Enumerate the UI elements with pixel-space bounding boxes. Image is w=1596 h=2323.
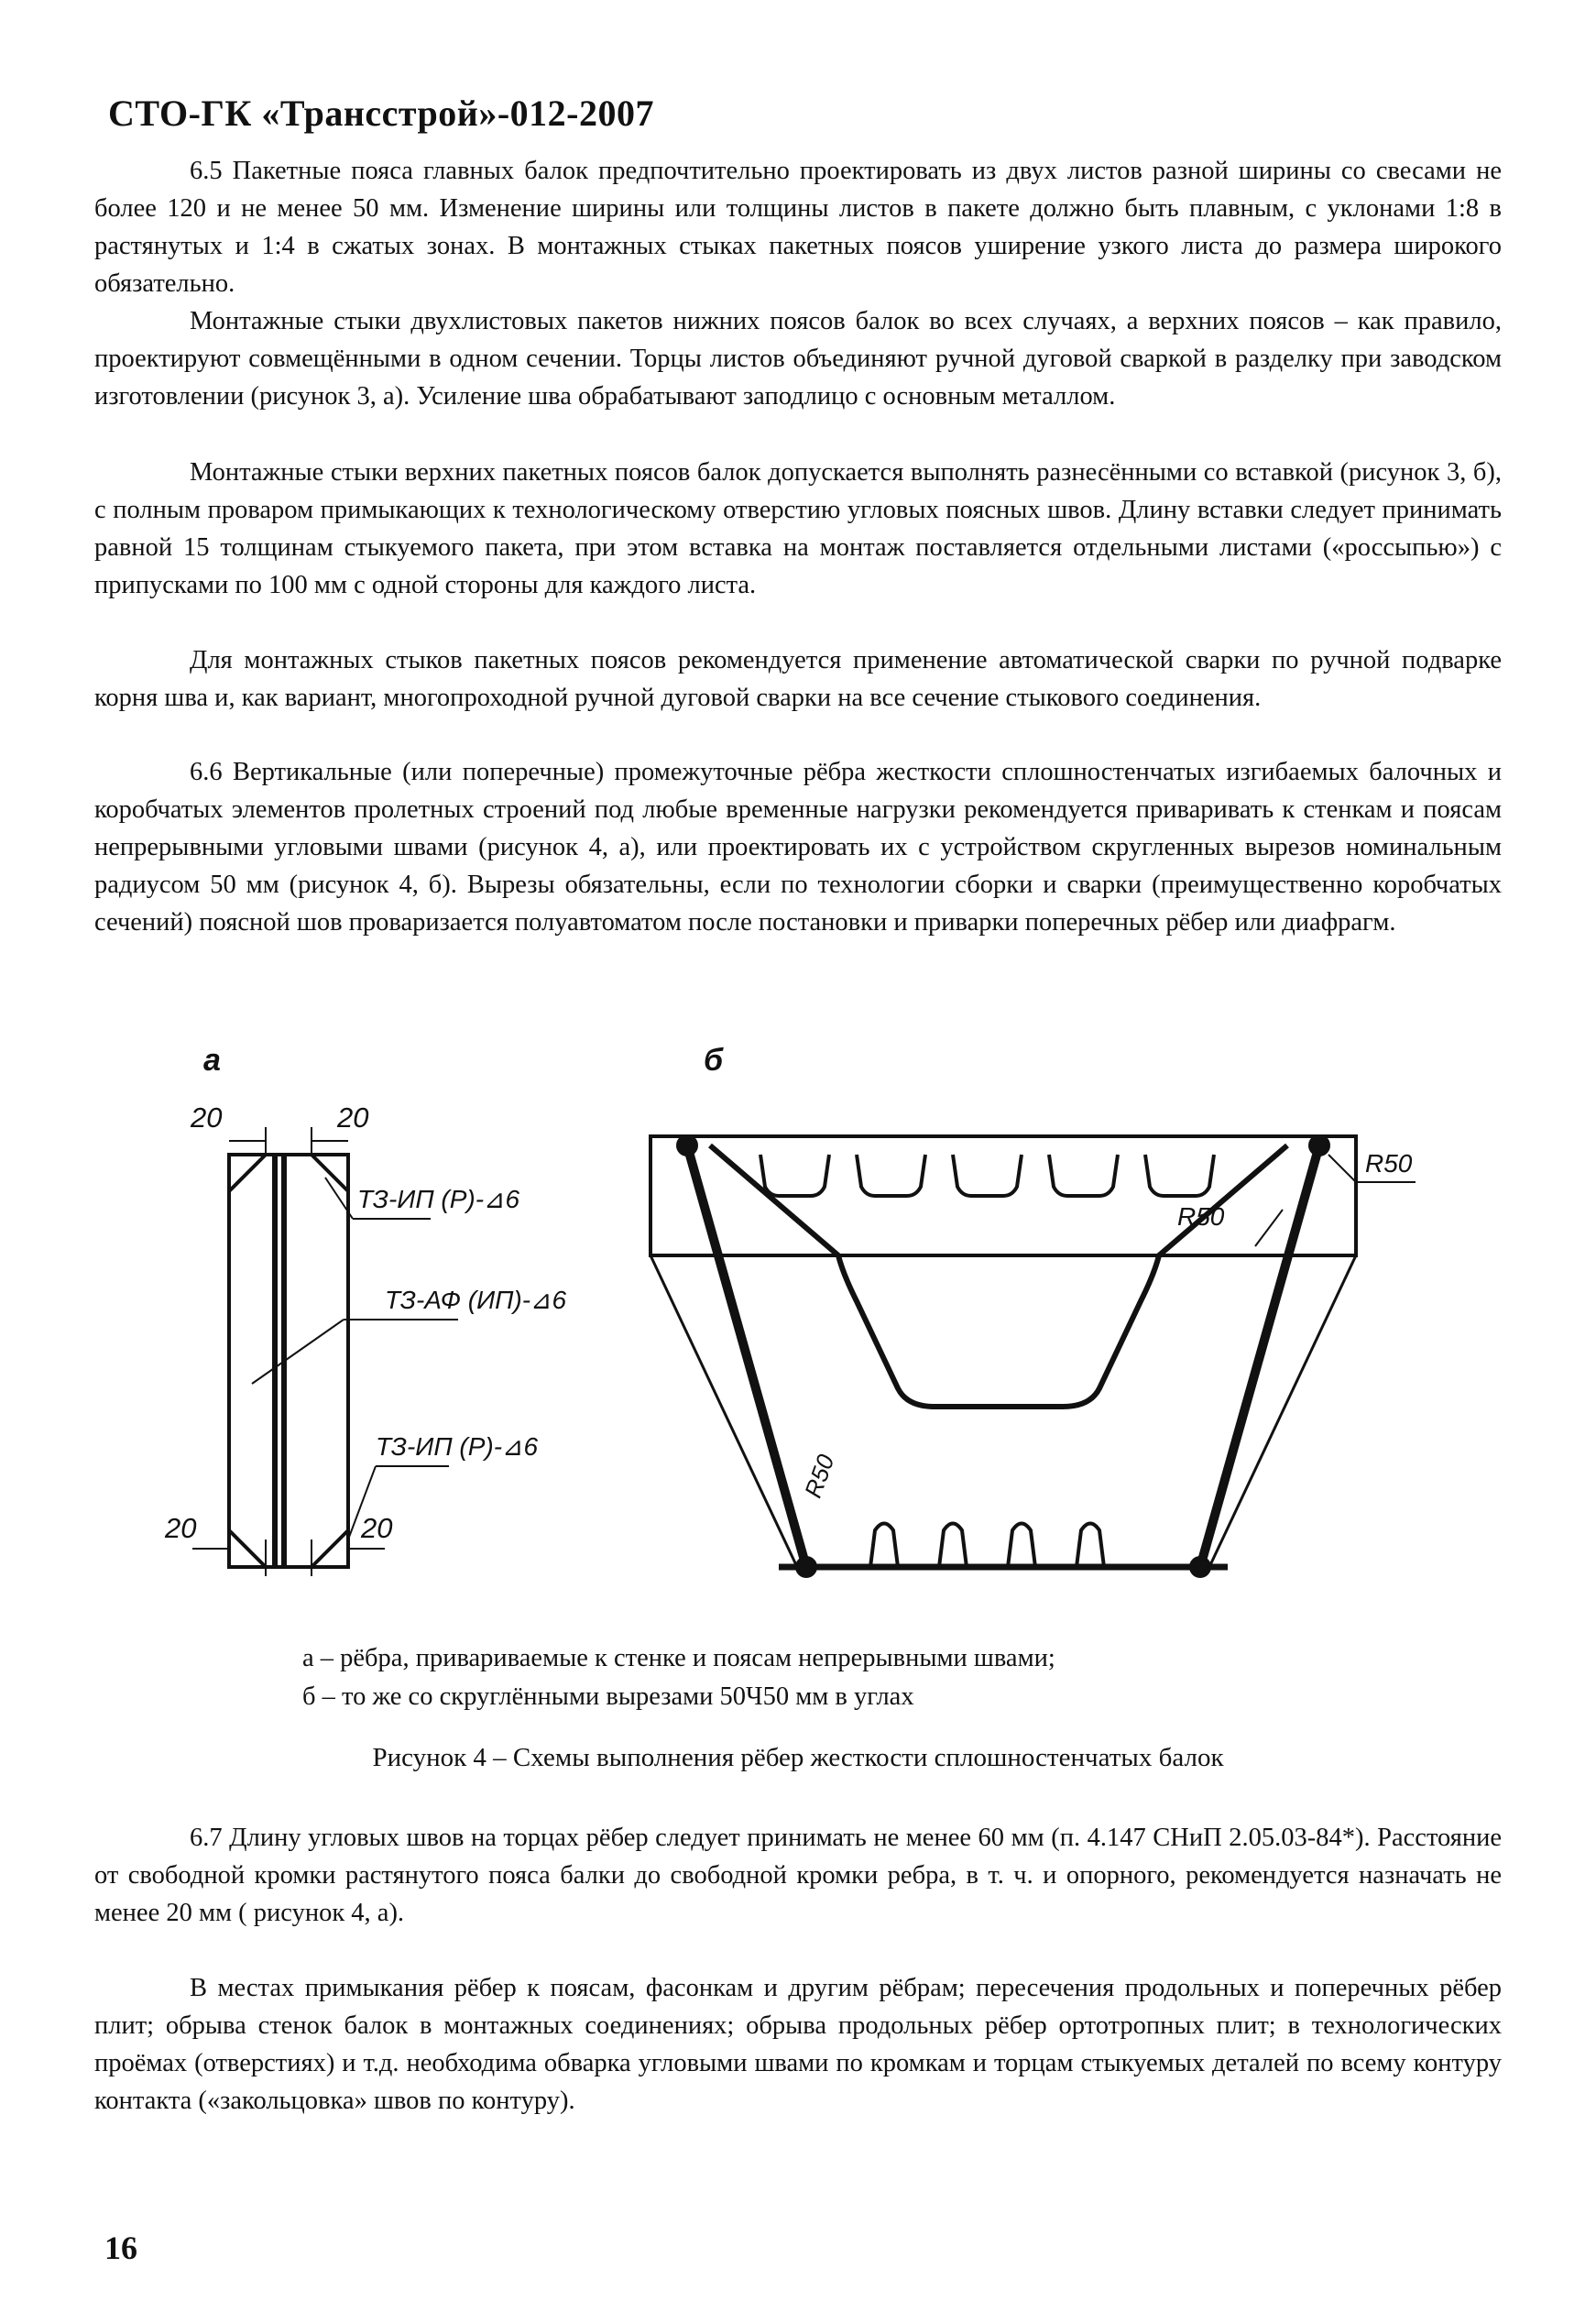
weld-label-1: ТЗ-ИП (Р)-⊿6 xyxy=(357,1185,520,1213)
weld-label-3: ТЗ-ИП (Р)-⊿6 xyxy=(376,1432,539,1461)
dim-bottom-left: 20 xyxy=(165,1512,197,1544)
r50-inner-label: R50 xyxy=(1177,1202,1225,1231)
page-number: 16 xyxy=(104,2230,137,2266)
figure-4-svg xyxy=(137,1054,1512,1604)
paragraph-automatic-welding: Для монтажных стыков пакетных поясов рекомендуется применение автоматической сварки по ручной подварке корня шва и, как вариант, многопроходной ручной дуговой сварки на все сечение стыкового соединения. xyxy=(94,646,1502,712)
paragraph-insert-joints: Монтажные стыки верхних пакетных поясов балок допускается выполнять разнесёнными со вставкой (рисунок 3, б), с полным проваром примыкающих к технологическому отверстию угловых поясных швов. Длину вставки следует принимать равной 15 толщинам стыкуемого пакета, при этом вставка на монтаж поставляется отдельными листами («россыпью») с припусками по 100 мм с одной стороны для каждого листа. xyxy=(94,458,1502,599)
paragraph-mounting-joints: Монтажные стыки двухлистовых пакетов нижних поясов балок во всех случаях, а верхних поясов – как правило, проектируют совмещёнными в одном сечении. Торцы листов объединяют ручной дуговой сваркой в разделку при заводском изготовлении (рисунок 3, а). Усиление шва обрабатывают заподлицо с основным металлом. xyxy=(94,307,1502,411)
figure-title: Рисунок 4 – Схемы выполнения рёбер жесткости сплошностенчатых балок xyxy=(372,1743,1224,1772)
figure-b-drawing xyxy=(650,1136,1416,1576)
dim-bottom-right: 20 xyxy=(361,1512,393,1544)
paragraph-6-5: 6.5 Пакетные пояса главных балок предпочтительно проектировать из двух листов разной ширины со свесами не более 120 и не менее 50 мм. Изменение ширины или толщины листов в пакете должно быть плавным, с уклонами 1:8 в растянутых и 1:4 в сжатых зонах. В монтажных стыках пакетных поясов уширение узкого листа до размера широкого обязательно. xyxy=(94,157,1502,298)
figure-label-a: а xyxy=(203,1043,221,1078)
dim-top-left: 20 xyxy=(191,1101,223,1134)
figure-caption-b: б – то же со скруглёнными вырезами 50Ч50 мм в углах xyxy=(302,1682,914,1711)
document-header: СТО-ГК «Трансстрой»-012-2007 xyxy=(108,93,654,134)
r50-outer-label: R50 xyxy=(1365,1149,1413,1178)
paragraph-ring-welding: В местах примыкания рёбер к поясам, фасонкам и другим рёбрам; пересечения продольных и поперечных рёбер плит; обрыва стенок балок в монтажных соединениях; обрыва продольных рёбер ортотропных плит; в технологических проёмах (отверстиях) и т.д. необходима обварка угловыми швами по кромкам и торцам стыкуемых деталей по всему контуру контакта («закольцовка» швов по контуру). xyxy=(94,1974,1502,2115)
figure-4-diagram xyxy=(137,1043,1512,1604)
figure-label-b: б xyxy=(704,1043,724,1078)
weld-label-2: ТЗ-АФ (ИП)-⊿6 xyxy=(385,1286,567,1314)
r50-bottom-label: R50 xyxy=(799,1451,840,1502)
figure-caption-a: а – рёбра, привариваемые к стенке и поясам непрерывными швами; xyxy=(302,1644,1055,1672)
paragraph-6-7: 6.7 Длину угловых швов на торцах рёбер следует принимать не менее 60 мм (п. 4.147 СНиП 2.05.03-84*). Расстояние от свободной кромки растянутого пояса балки до свободной кромки ребра, в т. ч. и опорного, рекомендуется назначать не менее 20 мм ( рисунок 4, а). xyxy=(94,1824,1502,1927)
paragraph-6-6: 6.6 Вертикальные (или поперечные) промежуточные рёбра жесткости сплошностенчатых изгибаемых балочных и коробчатых элементов пролетных строений под любые временные нагрузки рекомендуется приваривать к стенкам и поясам непрерывными угловыми швами (рисунок 4, а), или проектировать их с устройством скругленных вырезов номинальным радиусом 50 мм (рисунок 4, б). Вырезы обязательны, если по технологии сборки и сварки (преимущественно коробчатых сечений) поясной шов проваризается полуавтоматом после постановки и приварки поперечных рёбер или диафрагм. xyxy=(94,758,1502,937)
dim-top-right: 20 xyxy=(337,1101,369,1134)
